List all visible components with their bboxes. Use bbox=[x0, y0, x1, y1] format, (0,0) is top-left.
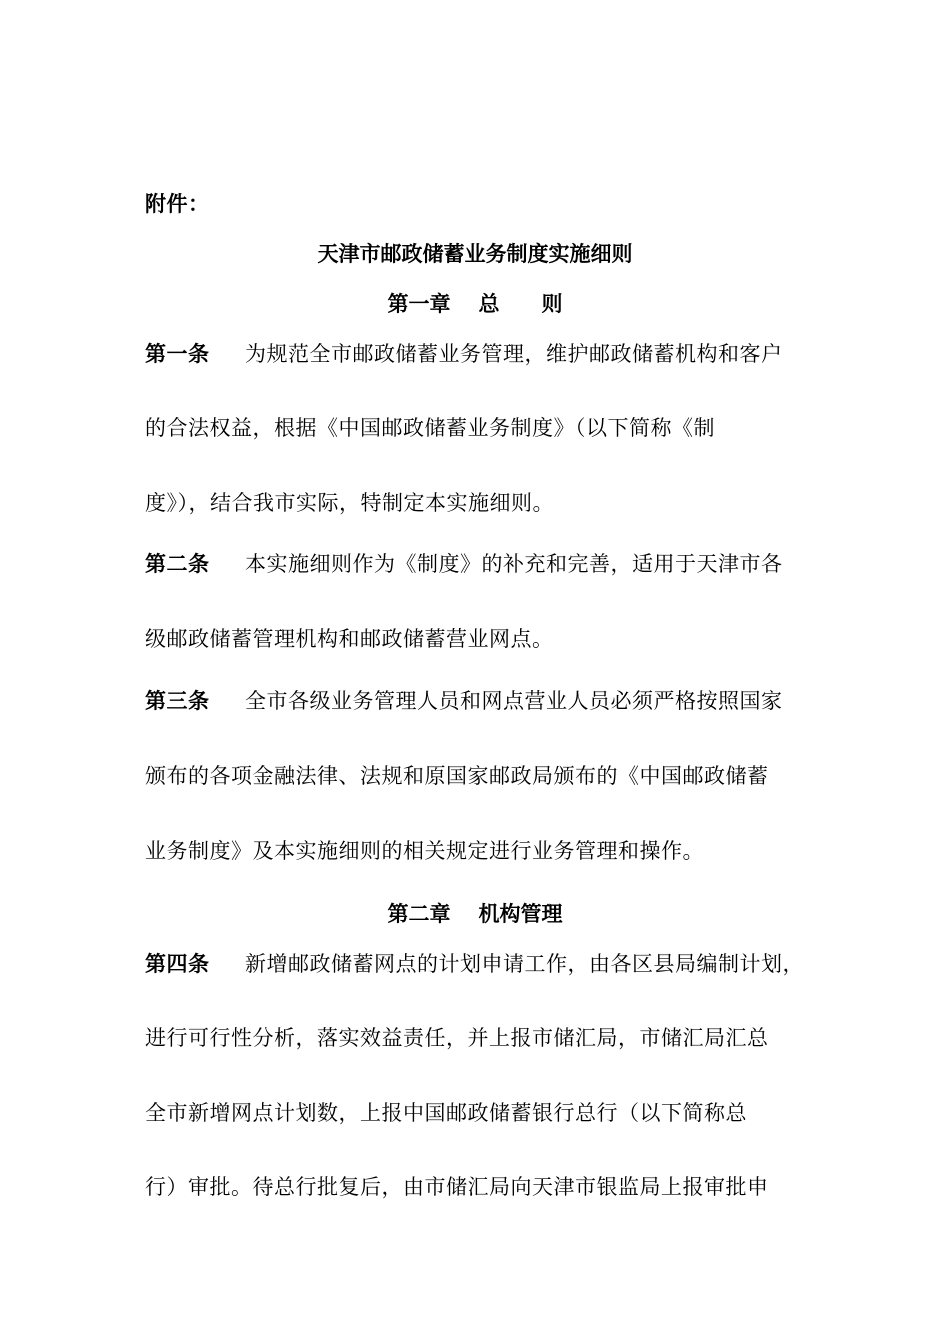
article-3-text-1: 全市各级业务管理人员和网点营业人员必须严格按照国家 bbox=[245, 689, 783, 713]
article-1-label: 第一条 bbox=[145, 341, 210, 366]
article-1-line-1 bbox=[145, 338, 783, 368]
article-1-text-1: 为规范全市邮政储蓄业务管理，维护邮政储蓄机构和客户 bbox=[245, 342, 783, 366]
article-4-text-1: 新增邮政储蓄网点的计划申请工作，由各区县局编制计划， bbox=[245, 952, 804, 976]
article-3-line-3: 业务制度》及本实施细则的相关规定进行业务管理和操作。 bbox=[145, 839, 704, 863]
article-3-line-2: 颁布的各项金融法律、法规和原国家邮政局颁布的《中国邮政储蓄 bbox=[145, 764, 769, 788]
article-4-line-1 bbox=[145, 948, 804, 978]
chapter-1-title: 总 则 bbox=[478, 291, 563, 316]
article-1-line-3: 度》），结合我市实际，特制定本实施细则。 bbox=[145, 491, 554, 515]
attachment-label: 附件： bbox=[145, 191, 210, 216]
article-4-line-2: 进行可行性分析，落实效益责任，并上报市储汇局，市储汇局汇总 bbox=[145, 1026, 769, 1050]
article-2-line-1 bbox=[145, 548, 783, 578]
chapter-2-label: 第二章 bbox=[387, 901, 451, 926]
article-2-text-1: 本实施细则作为《制度》的补充和完善，适用于天津市各 bbox=[245, 552, 783, 576]
article-4-label: 第四条 bbox=[145, 951, 210, 976]
article-4-line-3: 全市新增网点计划数，上报中国邮政储蓄银行总行（以下简称总 bbox=[145, 1101, 747, 1125]
article-2-line-2: 级邮政储蓄管理机构和邮政储蓄营业网点。 bbox=[145, 627, 554, 651]
article-2-label: 第二条 bbox=[145, 551, 210, 576]
chapter-2-heading bbox=[0, 898, 950, 928]
chapter-1-heading bbox=[0, 288, 950, 318]
article-4-line-4: 行）审批。待总行批复后，由市储汇局向天津市银监局上报审批申 bbox=[145, 1175, 769, 1199]
chapter-1-label: 第一章 bbox=[387, 291, 451, 316]
article-1-line-2: 的合法权益，根据《中国邮政储蓄业务制度》（以下简称《制 bbox=[145, 416, 715, 440]
article-3-label: 第三条 bbox=[145, 688, 210, 713]
document-title: 天津市邮政储蓄业务制度实施细则 bbox=[317, 241, 633, 266]
article-3-line-1 bbox=[145, 685, 783, 715]
chapter-2-title: 机构管理 bbox=[478, 901, 563, 926]
